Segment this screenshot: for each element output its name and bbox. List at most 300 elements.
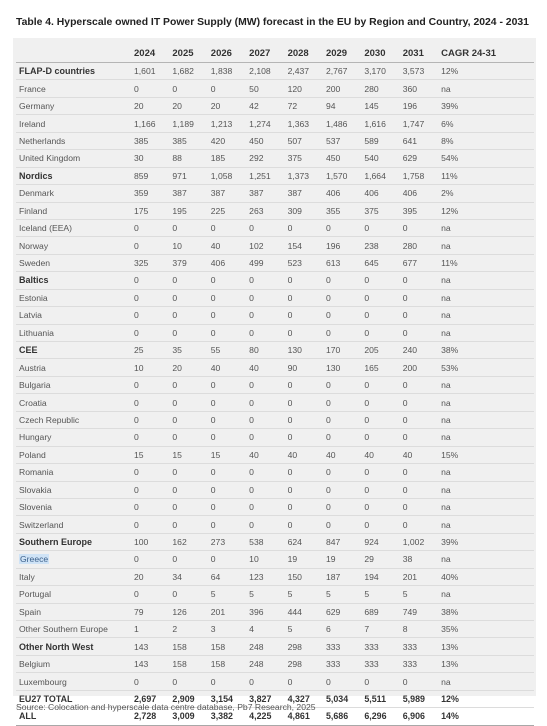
- value-cell: na: [438, 411, 534, 428]
- source-note: Source: Colocation and hyperscale data centre database, Pb7 Research, 2025: [16, 702, 316, 712]
- value-cell: 175: [131, 202, 169, 219]
- value-cell: 5: [323, 586, 361, 603]
- country-row: [16, 97, 534, 114]
- value-cell: 0: [323, 324, 361, 341]
- value-cell: 0: [323, 219, 361, 236]
- header-cell: 2031: [402, 47, 424, 59]
- value-cell: 0: [246, 307, 284, 324]
- table-title: Table 4. Hyperscale owned IT Power Supply (MW) forecast in the EU by Region and Country, 2024 - 2031: [16, 17, 529, 28]
- row-label: Italy: [16, 568, 131, 585]
- value-cell: 396: [246, 603, 284, 620]
- value-cell: 0: [246, 411, 284, 428]
- value-cell: 20: [131, 568, 169, 585]
- value-cell: 406: [208, 254, 246, 271]
- value-cell: 749: [400, 603, 438, 620]
- value-cell: 1,002: [400, 533, 438, 550]
- region-row: [16, 63, 534, 80]
- value-cell: 0: [208, 289, 246, 306]
- value-cell: 0: [323, 376, 361, 393]
- region-row: [16, 638, 534, 655]
- country-row: [16, 411, 534, 428]
- value-cell: 1,058: [208, 167, 246, 184]
- value-cell: 1: [131, 621, 169, 638]
- row-label: Portugal: [16, 586, 131, 603]
- value-cell: 0: [131, 219, 169, 236]
- row-label: Slovakia: [16, 481, 131, 498]
- value-cell: 0: [246, 516, 284, 533]
- row-label: Norway: [16, 237, 131, 254]
- value-cell: 273: [208, 533, 246, 550]
- header-cell: 2026: [210, 47, 232, 59]
- value-cell: 406: [400, 185, 438, 202]
- value-cell: 0: [323, 673, 361, 690]
- value-cell: 406: [323, 185, 361, 202]
- value-cell: 40: [246, 446, 284, 463]
- value-cell: 200: [323, 80, 361, 97]
- value-cell: 25: [131, 342, 169, 359]
- value-cell: 0: [285, 272, 323, 289]
- value-cell: 0: [208, 551, 246, 568]
- value-cell: 35%: [438, 621, 534, 638]
- value-cell: 2,108: [246, 63, 284, 80]
- value-cell: 5: [361, 586, 399, 603]
- value-cell: 5,511: [361, 690, 399, 707]
- value-cell: 5: [285, 586, 323, 603]
- value-cell: 5: [400, 586, 438, 603]
- value-cell: 589: [361, 132, 399, 149]
- row-label: France: [16, 80, 131, 97]
- value-cell: 0: [131, 429, 169, 446]
- value-cell: 5,034: [323, 690, 361, 707]
- value-cell: 64: [208, 568, 246, 585]
- value-cell: 2%: [438, 185, 534, 202]
- value-cell: 0: [169, 219, 207, 236]
- value-cell: 0: [400, 411, 438, 428]
- value-cell: 0: [361, 673, 399, 690]
- value-cell: 387: [246, 185, 284, 202]
- value-cell: 1,838: [208, 63, 246, 80]
- value-cell: 1,682: [169, 63, 207, 80]
- value-cell: 0: [285, 411, 323, 428]
- value-cell: 333: [361, 638, 399, 655]
- country-row: [16, 446, 534, 463]
- value-cell: 0: [208, 80, 246, 97]
- value-cell: 0: [169, 80, 207, 97]
- value-cell: 355: [323, 202, 361, 219]
- value-cell: 201: [208, 603, 246, 620]
- row-label: Poland: [16, 446, 131, 463]
- value-cell: 0: [169, 394, 207, 411]
- value-cell: 0: [285, 394, 323, 411]
- value-cell: 54%: [438, 150, 534, 167]
- value-cell: 0: [285, 324, 323, 341]
- value-cell: 450: [246, 132, 284, 149]
- country-row: [16, 394, 534, 411]
- value-cell: 0: [400, 429, 438, 446]
- value-cell: 0: [208, 429, 246, 446]
- value-cell: 2,437: [285, 63, 323, 80]
- value-cell: 11%: [438, 167, 534, 184]
- value-cell: 0: [361, 324, 399, 341]
- value-cell: 0: [400, 376, 438, 393]
- value-cell: 40: [361, 446, 399, 463]
- value-cell: 196: [323, 237, 361, 254]
- value-cell: 0: [285, 219, 323, 236]
- row-label: Croatia: [16, 394, 131, 411]
- value-cell: 0: [285, 464, 323, 481]
- header-cell: 2029: [325, 47, 348, 59]
- value-cell: 3,009: [169, 708, 207, 725]
- value-cell: 523: [285, 254, 323, 271]
- value-cell: 0: [323, 272, 361, 289]
- header-row: [16, 44, 534, 63]
- value-cell: 0: [285, 481, 323, 498]
- value-cell: 0: [400, 289, 438, 306]
- value-cell: 0: [323, 516, 361, 533]
- value-cell: 0: [246, 464, 284, 481]
- value-cell: na: [438, 376, 534, 393]
- row-label: Denmark: [16, 185, 131, 202]
- value-cell: na: [438, 464, 534, 481]
- value-cell: 158: [208, 638, 246, 655]
- country-row: [16, 464, 534, 481]
- value-cell: 0: [361, 219, 399, 236]
- value-cell: 5,989: [400, 690, 438, 707]
- header-cell: 2027: [249, 47, 271, 59]
- country-row: [16, 655, 534, 672]
- row-label: Nordics: [16, 167, 131, 184]
- value-cell: 333: [323, 638, 361, 655]
- value-cell: 162: [169, 533, 207, 550]
- value-cell: 0: [323, 411, 361, 428]
- value-cell: 624: [285, 533, 323, 550]
- row-label: Slovenia: [16, 498, 131, 515]
- country-row: [16, 516, 534, 533]
- value-cell: 537: [323, 132, 361, 149]
- row-label: EU27 TOTAL: [16, 690, 131, 707]
- value-cell: 450: [323, 150, 361, 167]
- value-cell: 5: [285, 621, 323, 638]
- value-cell: 0: [400, 307, 438, 324]
- value-cell: 0: [169, 464, 207, 481]
- value-cell: 0: [131, 80, 169, 97]
- value-cell: 1,274: [246, 115, 284, 132]
- value-cell: 2,697: [131, 690, 169, 707]
- row-label: United Kingdom: [16, 150, 131, 167]
- value-cell: 165: [361, 359, 399, 376]
- country-row: [16, 429, 534, 446]
- value-cell: 0: [131, 324, 169, 341]
- value-cell: 3: [208, 621, 246, 638]
- country-row: [16, 202, 534, 219]
- value-cell: 15: [131, 446, 169, 463]
- value-cell: 20: [208, 97, 246, 114]
- value-cell: 4,861: [285, 708, 323, 725]
- value-cell: 0: [323, 498, 361, 515]
- value-cell: 0: [361, 464, 399, 481]
- value-cell: 0: [361, 516, 399, 533]
- value-cell: 507: [285, 132, 323, 149]
- value-cell: 1,601: [131, 63, 169, 80]
- row-label: Iceland (EEA): [16, 219, 131, 236]
- value-cell: 1,213: [208, 115, 246, 132]
- value-cell: 4,327: [285, 690, 323, 707]
- country-row: [16, 80, 534, 97]
- value-cell: 1,189: [169, 115, 207, 132]
- value-cell: na: [438, 586, 534, 603]
- row-label: ALL: [16, 708, 131, 725]
- country-row: [16, 603, 534, 620]
- value-cell: 0: [208, 219, 246, 236]
- value-cell: 30: [131, 150, 169, 167]
- value-cell: 1,373: [285, 167, 323, 184]
- row-label: Spain: [16, 603, 131, 620]
- value-cell: 143: [131, 638, 169, 655]
- value-cell: 158: [169, 655, 207, 672]
- value-cell: 359: [131, 185, 169, 202]
- value-cell: na: [438, 289, 534, 306]
- value-cell: 613: [323, 254, 361, 271]
- region-row: [16, 167, 534, 184]
- value-cell: 0: [361, 289, 399, 306]
- value-cell: na: [438, 551, 534, 568]
- country-row: [16, 219, 534, 236]
- value-cell: 1,747: [400, 115, 438, 132]
- value-cell: 0: [169, 551, 207, 568]
- value-cell: 10: [169, 237, 207, 254]
- value-cell: 53%: [438, 359, 534, 376]
- value-cell: 0: [246, 498, 284, 515]
- value-cell: 0: [208, 394, 246, 411]
- value-cell: 0: [131, 673, 169, 690]
- value-cell: 2,728: [131, 708, 169, 725]
- value-cell: 20: [169, 97, 207, 114]
- value-cell: 280: [400, 237, 438, 254]
- value-cell: 645: [361, 254, 399, 271]
- value-cell: 150: [285, 568, 323, 585]
- value-cell: 0: [285, 673, 323, 690]
- value-cell: 39%: [438, 97, 534, 114]
- row-label: Baltics: [16, 272, 131, 289]
- value-cell: 0: [361, 481, 399, 498]
- value-cell: 40: [285, 446, 323, 463]
- value-cell: 187: [323, 568, 361, 585]
- header-cell: 2024: [134, 47, 156, 59]
- value-cell: 0: [400, 394, 438, 411]
- value-cell: 238: [361, 237, 399, 254]
- value-cell: 143: [131, 655, 169, 672]
- value-cell: 0: [246, 429, 284, 446]
- value-cell: 0: [169, 272, 207, 289]
- value-cell: 0: [169, 516, 207, 533]
- value-cell: 1,664: [361, 167, 399, 184]
- value-cell: 0: [246, 289, 284, 306]
- value-cell: 40: [323, 446, 361, 463]
- value-cell: 0: [400, 219, 438, 236]
- selected-text[interactable]: Greece: [20, 554, 49, 565]
- value-cell: 387: [169, 185, 207, 202]
- country-row: [16, 307, 534, 324]
- value-cell: 0: [400, 272, 438, 289]
- value-cell: 0: [400, 464, 438, 481]
- row-label: Romania: [16, 464, 131, 481]
- value-cell: 72: [285, 97, 323, 114]
- value-cell: 924: [361, 533, 399, 550]
- value-cell: 38%: [438, 603, 534, 620]
- value-cell: 15: [169, 446, 207, 463]
- value-cell: 385: [169, 132, 207, 149]
- value-cell: 5: [208, 586, 246, 603]
- value-cell: 375: [285, 150, 323, 167]
- value-cell: 2: [169, 621, 207, 638]
- value-cell: 40: [208, 359, 246, 376]
- value-cell: 10: [246, 551, 284, 568]
- row-label: Lithuania: [16, 324, 131, 341]
- region-row: [16, 272, 534, 289]
- value-cell: 40: [246, 359, 284, 376]
- value-cell: 0: [208, 516, 246, 533]
- value-cell: 40%: [438, 568, 534, 585]
- value-cell: 0: [131, 586, 169, 603]
- value-cell: 1,758: [400, 167, 438, 184]
- value-cell: 42: [246, 97, 284, 114]
- value-cell: 123: [246, 568, 284, 585]
- value-cell: 0: [169, 411, 207, 428]
- value-cell: 194: [361, 568, 399, 585]
- country-row: [16, 289, 534, 306]
- value-cell: na: [438, 272, 534, 289]
- country-row: [16, 498, 534, 515]
- value-cell: 298: [285, 655, 323, 672]
- row-label: Switzerland: [16, 516, 131, 533]
- value-cell: 3,573: [400, 63, 438, 80]
- value-cell: 200: [400, 359, 438, 376]
- value-cell: 298: [285, 638, 323, 655]
- value-cell: 0: [208, 481, 246, 498]
- row-label: CEE: [16, 342, 131, 359]
- value-cell: 309: [285, 202, 323, 219]
- value-cell: 12%: [438, 202, 534, 219]
- value-cell: na: [438, 429, 534, 446]
- country-row: [16, 621, 534, 638]
- forecast-table: [16, 44, 534, 726]
- value-cell: 333: [361, 655, 399, 672]
- value-cell: 248: [246, 638, 284, 655]
- value-cell: 0: [131, 516, 169, 533]
- value-cell: na: [438, 498, 534, 515]
- value-cell: na: [438, 324, 534, 341]
- value-cell: 0: [323, 464, 361, 481]
- value-cell: na: [438, 307, 534, 324]
- value-cell: 102: [246, 237, 284, 254]
- value-cell: 0: [169, 376, 207, 393]
- value-cell: 0: [246, 481, 284, 498]
- value-cell: 19: [323, 551, 361, 568]
- value-cell: 170: [323, 342, 361, 359]
- header-cell: CAGR 24-31: [441, 47, 497, 59]
- value-cell: 8%: [438, 132, 534, 149]
- value-cell: na: [438, 394, 534, 411]
- value-cell: 0: [323, 429, 361, 446]
- value-cell: 0: [131, 551, 169, 568]
- value-cell: 379: [169, 254, 207, 271]
- value-cell: na: [438, 481, 534, 498]
- region-row: [16, 342, 534, 359]
- value-cell: 35: [169, 342, 207, 359]
- value-cell: 15: [208, 446, 246, 463]
- value-cell: 641: [400, 132, 438, 149]
- value-cell: 0: [361, 272, 399, 289]
- value-cell: 185: [208, 150, 246, 167]
- value-cell: 40: [208, 237, 246, 254]
- header-cell: 2025: [172, 47, 194, 59]
- row-label: Other Southern Europe: [16, 621, 131, 638]
- value-cell: 126: [169, 603, 207, 620]
- value-cell: 12%: [438, 690, 534, 707]
- header-cell: 2028: [287, 47, 309, 59]
- country-row: [16, 673, 534, 690]
- value-cell: 0: [361, 376, 399, 393]
- value-cell: 196: [400, 97, 438, 114]
- value-cell: 1,486: [323, 115, 361, 132]
- value-cell: 292: [246, 150, 284, 167]
- value-cell: 406: [361, 185, 399, 202]
- value-cell: 0: [208, 411, 246, 428]
- value-cell: 0: [285, 429, 323, 446]
- value-cell: 0: [285, 307, 323, 324]
- value-cell: 195: [169, 202, 207, 219]
- value-cell: 3,154: [208, 690, 246, 707]
- value-cell: na: [438, 219, 534, 236]
- value-cell: na: [438, 673, 534, 690]
- value-cell: 280: [361, 80, 399, 97]
- value-cell: 205: [361, 342, 399, 359]
- value-cell: 0: [246, 324, 284, 341]
- row-label: FLAP-D countries: [16, 63, 131, 80]
- row-label: Ireland: [16, 115, 131, 132]
- value-cell: 100: [131, 533, 169, 550]
- value-cell: 0: [131, 411, 169, 428]
- value-cell: 158: [208, 655, 246, 672]
- value-cell: 0: [131, 464, 169, 481]
- value-cell: 3,170: [361, 63, 399, 80]
- value-cell: 629: [323, 603, 361, 620]
- value-cell: 0: [169, 673, 207, 690]
- value-cell: 538: [246, 533, 284, 550]
- value-cell: 0: [131, 498, 169, 515]
- value-cell: 0: [169, 498, 207, 515]
- value-cell: 0: [361, 307, 399, 324]
- value-cell: 0: [361, 394, 399, 411]
- value-cell: 6,296: [361, 708, 399, 725]
- value-cell: 79: [131, 603, 169, 620]
- value-cell: 0: [169, 429, 207, 446]
- value-cell: 240: [400, 342, 438, 359]
- value-cell: 225: [208, 202, 246, 219]
- value-cell: 859: [131, 167, 169, 184]
- value-cell: 333: [400, 655, 438, 672]
- value-cell: 11%: [438, 254, 534, 271]
- value-cell: 0: [208, 464, 246, 481]
- value-cell: 0: [169, 324, 207, 341]
- value-cell: 0: [246, 673, 284, 690]
- value-cell: 5: [246, 586, 284, 603]
- row-label: Hungary: [16, 429, 131, 446]
- value-cell: 971: [169, 167, 207, 184]
- value-cell: 0: [400, 481, 438, 498]
- value-cell: 0: [169, 289, 207, 306]
- value-cell: 0: [169, 307, 207, 324]
